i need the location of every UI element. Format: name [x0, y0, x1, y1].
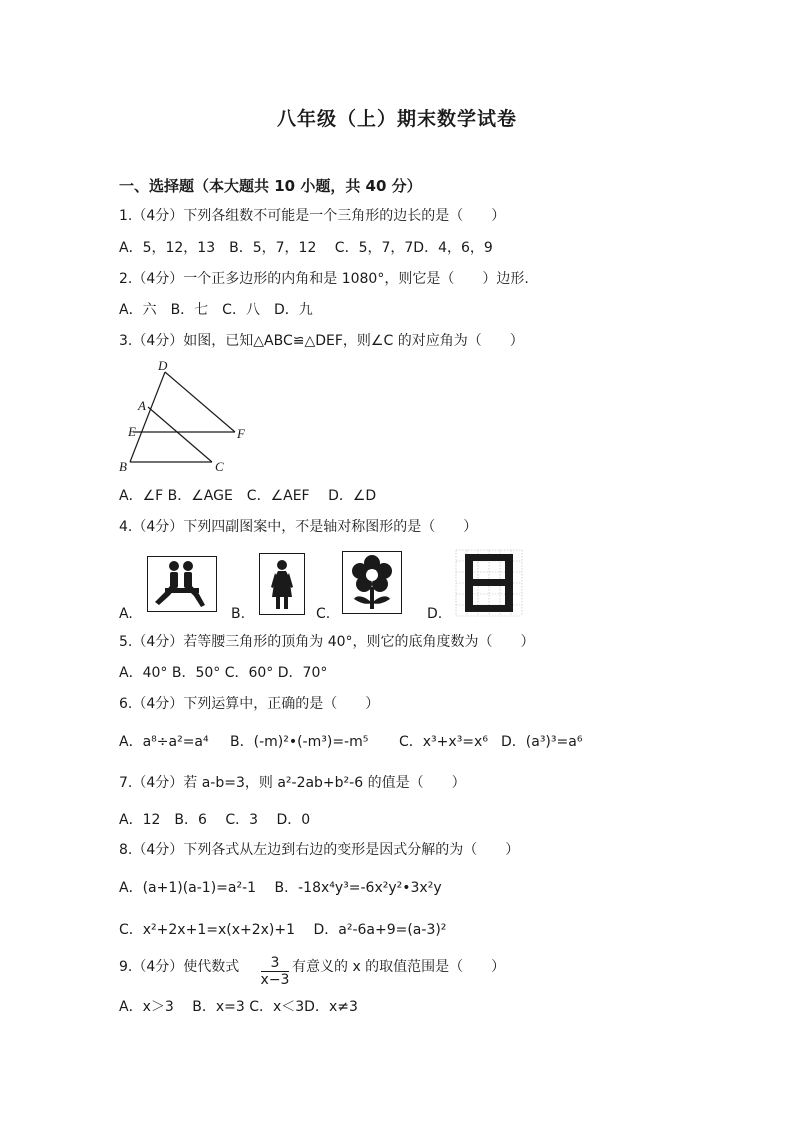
two-people-sitting-icon [147, 556, 217, 612]
flower-icon [342, 551, 402, 614]
page-title: 八年级（上）期末数学试卷 [276, 108, 517, 130]
question-8-stem: 8.（4分）下列各式从左边到右边的变形是因式分解的为（ ） [119, 842, 520, 858]
question-5-stem: 5.（4分）若等腰三角形的顶角为 40°，则它的底角度数为（ ） [119, 634, 535, 650]
q4-option-d-label: D. [427, 606, 443, 622]
label-d: D [158, 358, 168, 373]
q4-option-b-label: B. [231, 606, 246, 622]
section-heading: 一、选择题（本大题共 10 小题，共 40 分） [119, 177, 422, 195]
triangle-figure [110, 355, 260, 475]
label-a: A [138, 398, 146, 413]
fraction-expression [260, 955, 290, 988]
question-3-options: A．∠F B．∠AGE C．∠AEF D．∠D [119, 488, 377, 504]
question-8-options-row-1: A．(a+1)(a-1)=a²-1 B．-18x⁴y³=-6x²y²•3x²y [119, 880, 442, 896]
question-5-options: A．40° B．50° C．60° D．70° [119, 665, 328, 681]
woman-figure-icon [259, 553, 305, 615]
question-6-option-b: B．(-m)²•(-m³)=-m⁵ [230, 734, 369, 750]
question-9-stem-suffix: 有意义的 x 的取值范围是（ ） [292, 959, 506, 975]
q4-option-c-label: C. [316, 606, 331, 622]
question-7-options: A．12 B．6 C．3 D．0 [119, 812, 311, 828]
question-2-options: A．六 B．七 C．八 D．九 [119, 302, 313, 318]
label-e: E [128, 424, 136, 439]
segment-df [165, 372, 235, 432]
label-f: F [237, 426, 245, 441]
question-2-stem: 2.（4分）一个正多边形的内角和是 1080°，则它是（ ）边形. [119, 271, 529, 287]
question-6-stem: 6.（4分）下列运算中，正确的是（ ） [119, 696, 380, 712]
question-1-options: A．5，12，13 B．5，7，12 C．5，7，7D．4，6，9 [119, 240, 493, 256]
segment-ac [148, 407, 212, 462]
fraction-denominator: x−3 [260, 972, 290, 988]
question-1-stem: 1.（4分）下列各组数不可能是一个三角形的边长的是（ ） [119, 208, 506, 224]
question-9-options: A．x＞3 B．x=3 C．x＜3D．x≠3 [119, 999, 358, 1015]
question-4-stem: 4.（4分）下列四副图案中，不是轴对称图形的是（ ） [119, 519, 478, 535]
label-b: B [119, 459, 127, 474]
question-7-stem: 7.（4分）若 a-b=3，则 a²-2ab+b²-6 的值是（ ） [119, 775, 466, 791]
grid-character-icon [456, 550, 522, 616]
question-8-options-row-2: C．x²+2x+1=x(x+2x)+1 D．a²-6a+9=(a-3)² [119, 922, 447, 938]
question-6-option-d: D．(a³)³=a⁶ [501, 734, 583, 750]
question-6-option-a: A．a⁸÷a²=a⁴ [119, 734, 209, 750]
question-9-stem-prefix: 9.（4分）使代数式 [119, 959, 240, 975]
question-6-option-c: C．x³+x³=x⁶ [399, 734, 488, 750]
fraction-numerator: 3 [270, 955, 280, 971]
question-3-stem: 3.（4分）如图，已知△ABC≌△DEF，则∠C 的对应角为（ ） [119, 333, 524, 349]
label-c: C [215, 459, 224, 474]
q4-option-a-label: A. [119, 606, 133, 622]
